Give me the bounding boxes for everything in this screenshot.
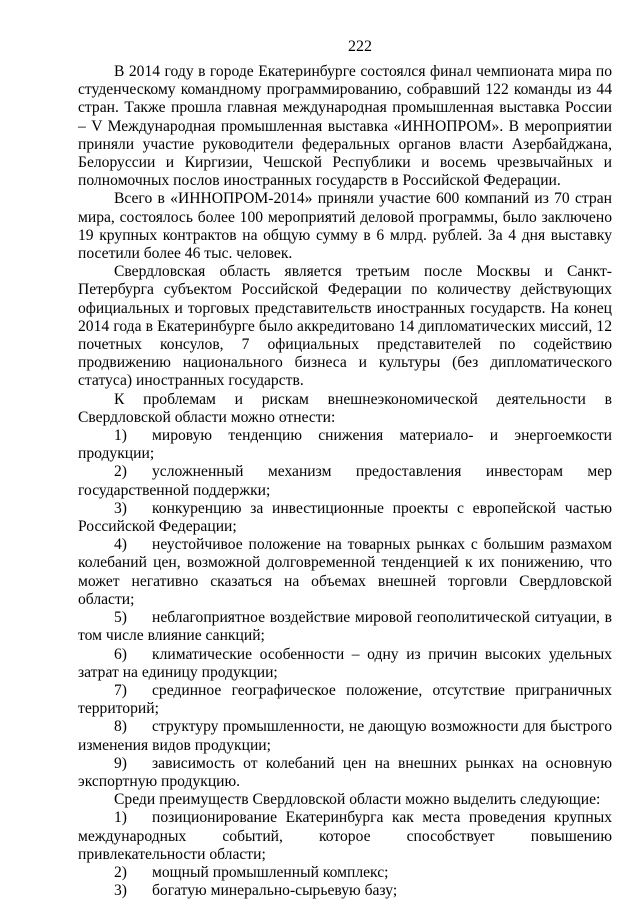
list-item — [78, 646, 612, 682]
list-item — [78, 463, 612, 499]
list-item-text: богатую минерально-сырьевую базу; — [152, 882, 398, 900]
list-item — [78, 609, 612, 645]
paragraph-advantages-intro: Среди преимуществ Свердловской области можно выделить следующие: — [114, 791, 601, 809]
list-item-text: мощный промышленный комплекс; — [152, 863, 389, 881]
paragraph-innoprom: Всего в «ИННОПРОМ-2014» приняли участие 600 компаний из 70 стран мира, состоялось более 100 мероприятий деловой программы, было заключено 19 крупных контрактов на общую сумму в 6 млрд. рублей. За 4 дня выставку посетили более 46 тыс. человек. — [78, 190, 612, 263]
list-item — [78, 882, 612, 900]
paragraph-risks-intro: К проблемам и рискам внешнеэкономической деятельности в Свердловской области можно отнести: — [78, 390, 612, 426]
list-item-text: позиционирование Екатеринбурга как места проведения крупных международных событий, которое способствует повышению привлекательности области; — [78, 809, 612, 863]
page-number: 222 — [348, 38, 372, 55]
list-item-number: 4) — [114, 536, 127, 554]
document-body — [78, 63, 612, 900]
list-item-text: зависимость от колебаний цен на внешних рынках на основную экспортную продукцию. — [78, 754, 612, 790]
list-item-text: структуру промышленности, не дающую возможности для быстрого изменения видов продукции; — [78, 718, 612, 754]
list-item — [78, 755, 612, 791]
list-item-number: 8) — [114, 718, 127, 736]
risks-list — [78, 427, 612, 791]
list-item — [78, 500, 612, 536]
advantages-list — [78, 809, 612, 900]
list-item-text: мировую тенденцию снижения материало- и энергоемкости продукции; — [78, 427, 612, 463]
list-item-number: 9) — [114, 754, 127, 772]
list-item — [78, 718, 612, 754]
list-item-number: 5) — [114, 609, 127, 627]
list-item-number: 1) — [114, 427, 127, 445]
list-item-text: неустойчивое положение на товарных рынках с большим размахом колебаний цен, возможной долговременной тенденцией к их понижению, что может негативно сказаться на объемах внешней торговли Свердловской области; — [78, 536, 612, 608]
list-item — [78, 682, 612, 718]
list-item-text: климатические особенности – одну из причин высоких удельных затрат на единицу продукции; — [78, 645, 612, 681]
paragraph-championship: В 2014 году в городе Екатеринбурге состоялся финал чемпионата мира по студенческому командному программированию, собравший 122 команды из 44 стран. Также прошла главная международная промышленная выставка России – V Международная промышленная выставка «ИННОПРОМ». В мероприятии приняли участие руководители федеральных органов власти Азербайджана, Белоруссии и Киргизии, Чешской Республики и восемь чрезвычайных и полномочных послов иностранных государств в Российской Федерации. — [78, 63, 612, 190]
list-item — [78, 864, 612, 882]
list-item-number: 3) — [114, 499, 127, 517]
list-item-text: конкуренцию за инвестиционные проекты с европейской частью Российской Федерации; — [78, 499, 612, 536]
list-item-number: 3) — [114, 882, 127, 900]
list-item-text: срединное географическое положение, отсутствие приграничных территорий; — [78, 681, 612, 718]
list-item — [78, 536, 612, 609]
list-item — [78, 809, 612, 864]
paragraph-representations: Свердловская область является третьим после Москвы и Санкт-Петербурга субъектом Российской Федерации по количеству действующих официальных и торговых представительств иностранных государств. На конец 2014 года в Екатеринбурге было аккредитовано 14 дипломатических миссий, 12 почетных консулов, 7 официальных представителей по содействию продвижению национального бизнеса и культуры (без дипломатического статуса) иностранных государств. — [78, 263, 612, 390]
list-item-number: 2) — [114, 863, 127, 881]
list-item-number: 7) — [114, 681, 127, 699]
list-item — [78, 427, 612, 463]
list-item-number: 6) — [114, 645, 127, 663]
list-item-number: 1) — [114, 809, 127, 827]
list-item-number: 2) — [114, 463, 127, 481]
list-item-text: усложненный механизм предоставления инвесторам мер государственной поддержки; — [78, 463, 612, 499]
list-item-text: неблагоприятное воздействие мировой геополитической ситуации, в том числе влияние санкций; — [78, 609, 612, 645]
